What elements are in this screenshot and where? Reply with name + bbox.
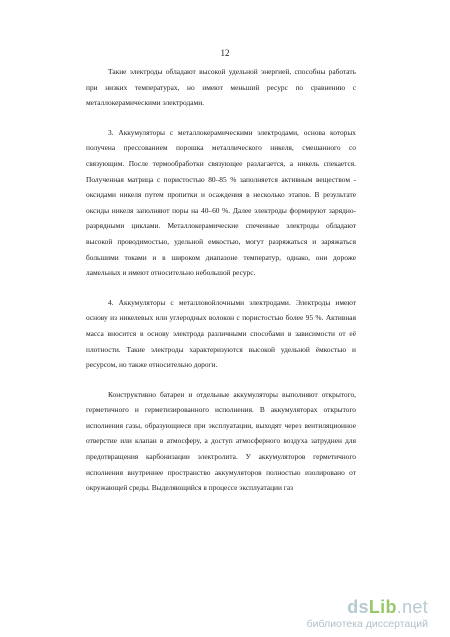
watermark-logo: dsLib.net [347,597,428,617]
paragraph-3: 4. Аккумуляторы с металловойлочными электродами. Электроды имеют основу из никелевых или углеродных волокон с пористостью более 95 %. Активная масса вносится в основу электрода различными способами в зависимости от её плотности. Такие электроды характеризуются высокой удельной ёмкостью и ресурсом, но также относительно дороги. [86,297,356,370]
dslib-watermark [288,597,428,631]
paragraph-1: Такие электроды обладают высокой удельной энергией, способны работать при низких температурах, но имеют меньший ресурс по сравнению с металлокерамическими электродами. [86,67,356,108]
watermark-subtitle: библиотека диссертаций [306,618,428,630]
page-number: 12 [220,48,230,58]
paragraph-4: Конструктивно батареи и отдельные аккумуляторы выполняют открытого, герметичного и герметизированного исполнения. В аккумуляторах открытого исполнения газы, образующиеся при эксплуатации, выходят через вентиляционное отверстие или клапан в атмосферу, а доступ атмосферного воздуха затруднен для предотвращения карбонизации электролита. У аккумуляторов герметичного исполнения внутреннее пространство аккумуляторов полностью изолировано от окружающей среды. Выделяющийся в процессе эксплуатации газ [86,389,356,493]
document-body [86,64,356,496]
paragraph-2: 3. Аккумуляторы с металлокерамическими электродами, основа которых получена прессованием порошка металлического никеля, смешанного со связующим. После термообработки связующее разлагается, а никель спекается. Полученная матрица с пористостью 80–85 % заполняется активным веществом - оксидами никеля путем пропитки и осаждения в несколько этапов. В результате оксиды никеля заполняют поры на 40–60 %. Далее электроды формируют зарядно-разрядными циклами. Металлокерамические спеченные электроды обладают высокой проводимостью, удельной емкостью, могут разряжаться и заряжаться большими токами и в широком диапазоне температур, однако, они дороже ламельных и имеют относительно небольшой ресурс. [86,127,356,278]
